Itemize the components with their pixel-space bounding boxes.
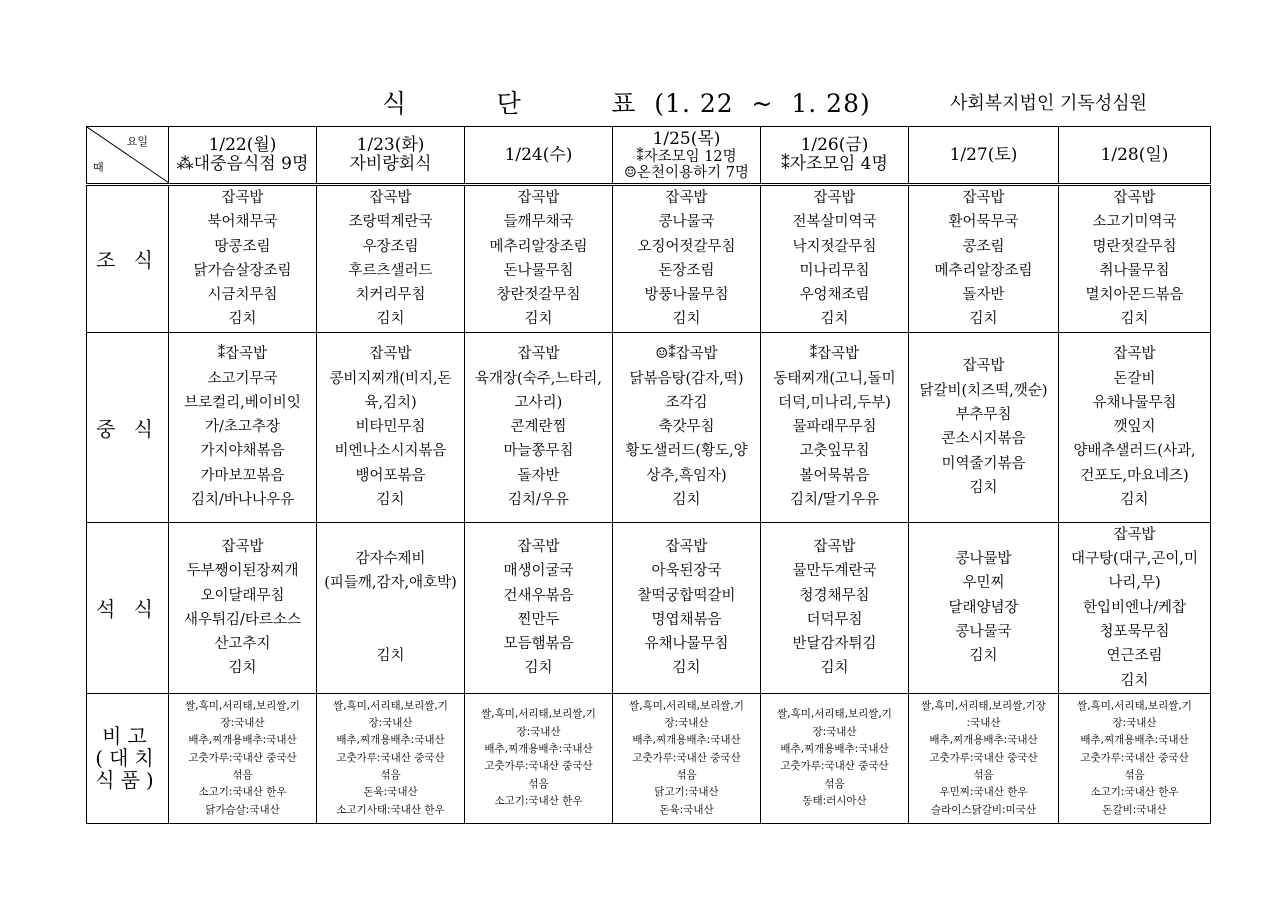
menu-item: 달래양념장: [948, 599, 1019, 616]
menu-item: 시금치무침: [207, 287, 278, 304]
menu-item: (피들깨,감자,애호박): [324, 575, 457, 592]
menu-item: 닭갈비(치즈떡,깻순): [919, 382, 1048, 399]
menu-item: 잡곡밥: [517, 538, 560, 555]
day-date: 1/25(목): [652, 128, 721, 149]
menu-item: 전복살미역국: [792, 214, 877, 231]
menu-item: 메추리알장조림: [489, 238, 588, 255]
menu-item: 땅콩조림: [214, 238, 271, 255]
menu-item: 잡곡밥: [813, 190, 856, 206]
meal-label: [87, 693, 169, 823]
menu-item: 한입비엔나/케찹: [1083, 599, 1186, 616]
menu-item: ⁑잡곡밥: [809, 346, 860, 363]
menu-item: [319, 620, 462, 644]
remark-cell: [169, 693, 317, 823]
remark-line: 섞음: [824, 777, 845, 790]
menu-item: ⁑잡곡밥: [217, 346, 268, 363]
menu-item: 우민찌: [962, 575, 1005, 592]
corner-cell: [87, 127, 169, 185]
menu-item: 황도샐러드(황도,양: [625, 443, 748, 460]
menu-item: 양배추샐러드(사과,: [1073, 443, 1196, 460]
remark-line: 소고기:국내산 한우: [494, 794, 583, 807]
menu-item: 고사리): [514, 394, 563, 411]
menu-item: 김치: [672, 311, 701, 328]
menu-cell: [613, 332, 761, 522]
menu-item: 돈갈비: [1113, 370, 1156, 387]
menu-item: 김치/딸기우유: [790, 492, 879, 509]
menu-item: 콩나물국: [955, 623, 1012, 640]
menu-item: 소고기미역국: [1092, 214, 1177, 231]
remark-line: 배추,찌개용배추:국내산: [188, 734, 297, 747]
menu-item: 잡곡밥: [813, 538, 856, 555]
remark-line: 소고기:국내산 한우: [198, 786, 287, 799]
remark-cell: [1059, 693, 1211, 823]
remark-line: 쌀,흑미,서리태,보리쌀,기: [481, 708, 596, 721]
remark-line: 배추,찌개용배추:국내산: [484, 743, 593, 756]
menu-item: 후르츠샐러드: [348, 262, 433, 279]
day-event: ⁑자조모임 12명: [636, 148, 737, 165]
menu-item: 김치: [524, 311, 553, 328]
remark-line: 소고기:국내산 한우: [1090, 786, 1179, 799]
menu-item: 육개장(숙주,느타리,: [475, 370, 602, 387]
menu-item: 가/초고추장: [205, 419, 280, 436]
remark-line: 섞음: [232, 769, 253, 781]
menu-item: 잡곡밥: [1113, 190, 1156, 206]
menu-cell: [317, 522, 465, 693]
menu-item: 김치: [376, 648, 405, 665]
menu-item: 오이달래무침: [200, 587, 285, 604]
remark-cell: [465, 693, 613, 823]
meal-label: 중 식: [87, 332, 169, 522]
menu-item: 유채나물무침: [1092, 394, 1177, 411]
menu-cell: [169, 332, 317, 522]
menu-item: 찐만두: [517, 611, 560, 628]
menu-item: 축갓무침: [658, 419, 715, 436]
menu-item: 잡곡밥: [369, 346, 412, 363]
day-header-cell: [1059, 127, 1211, 185]
menu-item: 찰떡궁합떡갈비: [637, 587, 736, 604]
day-date: 1/22(월): [208, 135, 277, 155]
menu-item: 닭볶음탕(감자,떡): [629, 370, 744, 387]
remark-line: 닭고기:국내산: [654, 786, 719, 799]
menu-item: 콘계란찜: [510, 419, 567, 436]
menu-item: 환어묵무국: [948, 214, 1019, 231]
menu-item: 브로컬리,베이비잇: [184, 394, 301, 411]
menu-item: 돌자반: [517, 467, 560, 484]
menu-item: 물파래무무침: [792, 419, 877, 436]
menu-item: 김치/바나나우유: [191, 492, 294, 509]
day-date: 1/27(토): [949, 144, 1018, 165]
remark-line: 닭가슴살:국내산: [205, 803, 280, 816]
menu-cell: [613, 185, 761, 333]
meal-label-line: 비고: [102, 724, 153, 749]
menu-item: 오징어젓갈무침: [637, 238, 736, 255]
menu-cell: [317, 185, 465, 333]
day-date: 1/24(수): [504, 144, 573, 165]
menu-item: 멸치아몬드볶음: [1085, 287, 1184, 304]
menu-item: 매생이굴국: [503, 563, 574, 580]
remark-cell: [909, 693, 1059, 823]
menu-item: 상추,흑임자): [646, 467, 727, 484]
menu-item: 취나물무침: [1099, 262, 1170, 279]
menu-item: 볼어묵볶음: [799, 467, 870, 484]
menu-item: 콩비지찌개(비지,돈: [329, 370, 452, 387]
menu-item: 김치: [524, 660, 553, 677]
remark-line: 배추,찌개용배추:국내산: [1080, 734, 1189, 747]
organization-name: 사회복지법인 기독성심원: [950, 93, 1147, 114]
menu-item: 미나리무침: [799, 262, 870, 279]
remark-line: 고춧가루:국내산 중국산: [632, 751, 741, 764]
remark-line: 쌀,흑미,서리태,보리쌀,기: [333, 699, 448, 712]
menu-item: 건새우볶음: [503, 587, 574, 604]
menu-item: 잡곡밥: [221, 538, 264, 555]
menu-item: 콘소시지볶음: [941, 431, 1026, 448]
menu-item: 김치: [820, 660, 849, 677]
menu-item: 잡곡밥: [369, 190, 412, 206]
remark-cell: [613, 693, 761, 823]
remark-line: 장:국내산: [220, 717, 265, 730]
menu-item: 우엉채조림: [799, 287, 870, 304]
menu-item: 잡곡밥: [517, 346, 560, 363]
menu-item: 김치: [820, 311, 849, 328]
menu-item: 아욱된장국: [651, 563, 722, 580]
menu-item: 김치: [1120, 492, 1149, 509]
menu-item: 조랑떡계란국: [348, 214, 433, 231]
menu-item: 김치: [1120, 672, 1149, 689]
meal-row: [87, 693, 1211, 823]
menu-item: 닭가슴살장조림: [193, 262, 292, 279]
menu-item: 치커리무침: [355, 287, 426, 304]
menu-item: 김치: [376, 311, 405, 328]
remark-line: 섞음: [676, 769, 697, 781]
menu-item: 고춧잎무침: [799, 443, 870, 460]
menu-item: 돈나물무침: [503, 262, 574, 279]
menu-item: 더덕,미나리,두부): [778, 394, 891, 411]
menu-item: 청포묵무침: [1099, 623, 1170, 640]
day-header-cell: [465, 127, 613, 185]
remark-line: 소고기사태:국내산 한우: [336, 803, 445, 816]
menu-item: 조각김: [665, 394, 708, 411]
menu-item: 마늘쫑무침: [503, 443, 574, 460]
day-date: 1/23(화): [356, 135, 425, 155]
menu-item: 돈장조림: [658, 262, 715, 279]
menu-item: 콩나물밥: [955, 551, 1012, 568]
menu-item: 낙지젓갈무침: [792, 238, 877, 255]
remark-line: 배추,찌개용배추:국내산: [632, 734, 741, 747]
menu-cell: [909, 185, 1059, 333]
menu-cell: [613, 522, 761, 693]
day-date: 1/26(금): [800, 135, 869, 155]
menu-item: 김치/우유: [508, 492, 569, 509]
menu-item: 김치: [1120, 311, 1149, 328]
day-event: ☺온천이용하기 7명: [624, 164, 749, 181]
corner-label-meal: 때: [93, 161, 104, 174]
menu-item: 더덕무침: [806, 611, 863, 628]
menu-item: 미역줄기볶음: [941, 455, 1026, 472]
menu-cell: [465, 522, 613, 693]
menu-item: 김치: [376, 492, 405, 509]
menu-cell: [761, 522, 909, 693]
meal-row: [87, 522, 1211, 693]
menu-item: 모듬햄볶음: [503, 636, 574, 653]
remark-line: 장:국내산: [812, 725, 857, 738]
menu-item: 물만두계란국: [792, 563, 877, 580]
menu-item: 동태찌개(고니,돌미: [773, 370, 896, 387]
remark-line: 장:국내산: [1112, 717, 1157, 730]
remark-line: 섞음: [1124, 769, 1145, 781]
remark-line: 배추,찌개용배추:국내산: [780, 743, 889, 756]
menu-item: 잡곡밥: [1113, 526, 1156, 543]
remark-line: 배추,찌개용배추:국내산: [929, 734, 1038, 747]
remark-line: 쌀,흑미,서리태,보리쌀,기: [629, 699, 744, 712]
menu-cell: [1059, 522, 1211, 693]
day-header-cell: [761, 127, 909, 185]
remark-line: 쌀,흑미,서리태,보리쌀,기: [777, 708, 892, 721]
day-header-cell: [613, 127, 761, 185]
header-row: [87, 127, 1211, 185]
remark-cell: [317, 693, 465, 823]
day-event: ⁑자조모임 4명: [781, 154, 888, 174]
menu-item: 산고추지: [214, 636, 271, 653]
remark-line: 고춧가루:국내산 중국산: [1080, 751, 1189, 764]
day-date: 1/28(일): [1100, 144, 1169, 165]
menu-item: 김치: [228, 660, 257, 677]
menu-item: 돌자반: [962, 287, 1005, 304]
remark-line: 고춧가루:국내산 중국산: [188, 751, 297, 764]
remark-line: 돈육:국내산: [659, 803, 714, 816]
menu-item: 반달감자튀김: [792, 636, 877, 653]
menu-cell: [465, 185, 613, 333]
remark-line: 쌀,흑미,서리태,보리쌀,기장: [921, 699, 1046, 712]
menu-cell: [909, 522, 1059, 693]
menu-item: 명란젓갈무침: [1092, 238, 1177, 255]
menu-item: 북어채무국: [207, 214, 278, 231]
menu-item: 비엔나소시지볶음: [334, 443, 447, 460]
menu-item: 메추리알장조림: [934, 262, 1033, 279]
remark-line: 쌀,흑미,서리태,보리쌀,기: [185, 699, 300, 712]
menu-cell: [761, 185, 909, 333]
corner-label-day: 요일: [126, 135, 148, 148]
remark-line: 돈육:국내산: [363, 786, 418, 799]
menu-item: 가지야채볶음: [200, 443, 285, 460]
menu-item: 콩조림: [962, 238, 1005, 255]
remark-line: 장:국내산: [664, 717, 709, 730]
remark-line: 고춧가루:국내산 중국산: [484, 760, 593, 773]
menu-cell: [909, 332, 1059, 522]
menu-item: 우장조림: [362, 238, 419, 255]
remark-cell: [761, 693, 909, 823]
menu-cell: [761, 332, 909, 522]
menu-item: 소고기무국: [207, 370, 278, 387]
meal-label-line: (대치식품): [95, 746, 160, 793]
page-title: 식 단 표 (1. 22 ~ 1. 28): [382, 89, 871, 118]
remark-line: 배추,찌개용배추:국내산: [336, 734, 445, 747]
remark-line: 돈갈비:국내산: [1102, 803, 1167, 816]
menu-item: 잡곡밥: [517, 190, 560, 206]
menu-cell: [317, 332, 465, 522]
remark-line: 고춧가루:국내산 중국산: [780, 760, 889, 773]
day-header-cell: [317, 127, 465, 185]
menu-item: 잡곡밥: [665, 190, 708, 206]
menu-item: [319, 596, 462, 620]
menu-item: 육,김치): [364, 394, 417, 411]
day-header-cell: [909, 127, 1059, 185]
meal-row: [87, 332, 1211, 522]
menu-item: 김치: [969, 648, 998, 665]
menu-item: 김치: [969, 311, 998, 328]
menu-item: 잡곡밥: [1113, 346, 1156, 363]
menu-item: 유채나물무침: [644, 636, 729, 653]
menu-table: [86, 126, 1211, 824]
menu-item: 창란젓갈무침: [496, 287, 581, 304]
menu-item: 김치: [672, 492, 701, 509]
menu-item: 연근조림: [1106, 648, 1163, 665]
meal-label: 조 식: [87, 185, 169, 333]
menu-item: 감자수제비: [355, 551, 426, 568]
remark-line: 고춧가루:국내산 중국산: [929, 751, 1038, 764]
menu-item: 새우튀김/타르소스: [184, 611, 301, 628]
day-header-cell: [169, 127, 317, 185]
menu-item: 두부쨍이된장찌개: [186, 563, 299, 580]
menu-cell: [1059, 332, 1211, 522]
menu-cell: [169, 185, 317, 333]
menu-item: 건포도,마요네즈): [1080, 467, 1189, 484]
remark-line: 쌀,흑미,서리태,보리쌀,기: [1077, 699, 1192, 712]
menu-item: 김치: [672, 660, 701, 677]
menu-cell: [1059, 185, 1211, 333]
menu-item: 명엽채볶음: [651, 611, 722, 628]
menu-item: 방풍나물무침: [644, 287, 729, 304]
menu-item: 잡곡밥: [221, 190, 264, 206]
menu-item: 부추무침: [955, 406, 1012, 423]
remark-line: 슬라이스닭갈비:미국산: [931, 803, 1036, 816]
remark-line: 섞음: [973, 769, 994, 781]
menu-item: 청경채무침: [799, 587, 870, 604]
menu-item: 대구탕(대구,곤이,미: [1071, 551, 1198, 568]
remark-line: 동태:러시아산: [802, 794, 867, 807]
menu-item: 깻잎지: [1113, 419, 1156, 436]
remark-line: 고춧가루:국내산 중국산: [336, 751, 445, 764]
menu-item: 나리,무): [1108, 575, 1161, 592]
remark-line: 장:국내산: [516, 725, 561, 738]
remark-line: 장:국내산: [368, 717, 413, 730]
menu-item: ☺⁑잡곡밥: [655, 346, 718, 363]
menu-item: 들깨무채국: [503, 214, 574, 231]
day-event: ⁂대중음식점 9명: [176, 154, 309, 174]
menu-item: 김치: [228, 311, 257, 328]
remark-line: 섞음: [528, 777, 549, 790]
day-event: 자비량회식: [349, 154, 432, 174]
menu-item: 잡곡밥: [962, 358, 1005, 375]
menu-cell: [169, 522, 317, 693]
remark-line: 섞음: [380, 769, 401, 781]
menu-item: 비타민무침: [355, 419, 426, 436]
meal-row: [87, 185, 1211, 333]
meal-label: 석 식: [87, 522, 169, 693]
menu-item: 뱅어포볶음: [355, 467, 426, 484]
menu-item: 잡곡밥: [962, 190, 1005, 206]
menu-item: 김치: [969, 479, 998, 496]
menu-item: 가마보꼬볶음: [200, 467, 285, 484]
menu-cell: [465, 332, 613, 522]
menu-item: 콩나물국: [658, 214, 715, 231]
remark-line: 우민찌:국내산 한우: [939, 786, 1028, 799]
menu-item: 잡곡밥: [665, 538, 708, 555]
remark-line: :국내산: [966, 717, 1001, 730]
